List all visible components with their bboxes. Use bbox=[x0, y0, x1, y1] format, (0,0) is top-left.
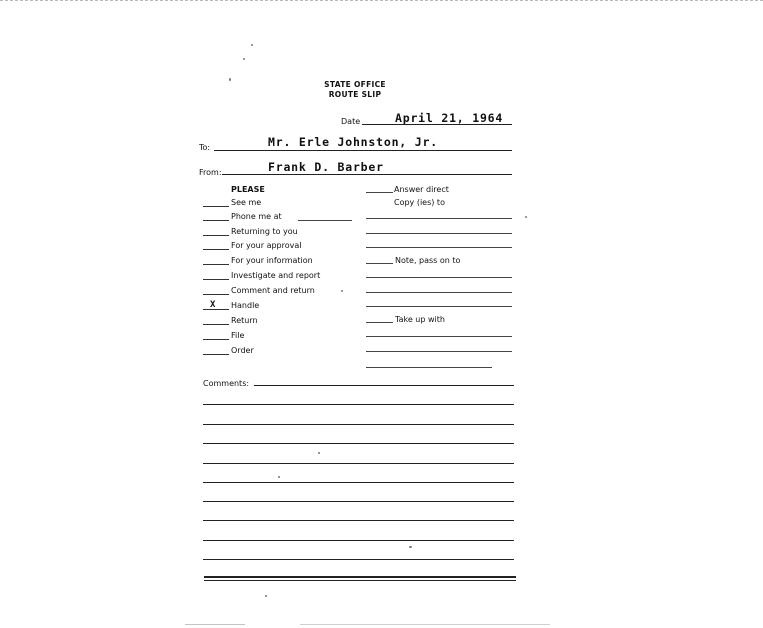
from-line bbox=[222, 174, 512, 175]
checklist-label: File bbox=[231, 331, 245, 340]
comment-line bbox=[203, 463, 514, 464]
checklist-label: Return bbox=[231, 316, 258, 325]
checklist-label: See me bbox=[231, 198, 262, 207]
check-blank bbox=[203, 279, 229, 280]
check-blank bbox=[203, 294, 229, 295]
answer-direct-blank bbox=[366, 192, 393, 193]
comment-line bbox=[203, 482, 514, 483]
take-up-line bbox=[366, 367, 492, 368]
date-value: April 21, 1964 bbox=[395, 111, 504, 125]
note-line bbox=[366, 292, 512, 293]
please-label: PLEASE bbox=[231, 185, 265, 194]
check-blank bbox=[203, 235, 229, 236]
check-blank bbox=[203, 264, 229, 265]
comment-line bbox=[203, 424, 514, 425]
comment-line bbox=[203, 520, 514, 521]
comment-line bbox=[203, 501, 514, 502]
comment-line bbox=[203, 443, 514, 444]
check-blank bbox=[203, 249, 229, 250]
checklist-label: Returning to you bbox=[231, 227, 298, 236]
comment-line bbox=[203, 404, 514, 405]
slip-bottom-rule bbox=[204, 576, 516, 578]
copy-line bbox=[366, 218, 512, 219]
from-label: From: bbox=[199, 168, 222, 177]
checklist-label: For your approval bbox=[231, 241, 302, 250]
comment-line bbox=[203, 540, 514, 541]
check-blank bbox=[203, 354, 229, 355]
copy-line bbox=[366, 233, 512, 234]
form-title-line2: ROUTE SLIP bbox=[328, 90, 382, 99]
comment-line bbox=[203, 559, 514, 560]
note-line bbox=[366, 277, 512, 278]
comments-label: Comments: bbox=[203, 379, 250, 388]
comment-line bbox=[254, 385, 514, 386]
answer-direct-label: Answer direct bbox=[394, 185, 449, 194]
check-blank bbox=[203, 220, 229, 221]
checklist-label: Handle bbox=[231, 301, 260, 310]
note-line bbox=[366, 306, 512, 307]
checklist-label: For your information bbox=[231, 256, 313, 265]
copy-line bbox=[366, 247, 512, 248]
checklist-label: Phone me at bbox=[231, 212, 282, 221]
check-blank bbox=[203, 309, 229, 310]
check-mark: X bbox=[210, 300, 216, 310]
check-blank bbox=[203, 339, 229, 340]
take-up-line bbox=[366, 336, 512, 337]
date-label: Date bbox=[341, 117, 361, 126]
phone-line bbox=[298, 220, 352, 221]
copy-to-label: Copy (ies) to bbox=[394, 198, 445, 207]
checklist-label: Order bbox=[231, 346, 254, 355]
to-value: Mr. Erle Johnston, Jr. bbox=[268, 135, 438, 149]
slip-bottom-rule bbox=[204, 580, 516, 581]
note-pass-label: Note, pass on to bbox=[395, 256, 461, 265]
to-label: To: bbox=[199, 143, 211, 152]
from-value: Frank D. Barber bbox=[268, 160, 384, 174]
note-pass-blank bbox=[366, 263, 393, 264]
take-up-line bbox=[366, 351, 512, 352]
checklist-label: Investigate and report bbox=[231, 271, 321, 280]
check-blank bbox=[203, 206, 229, 207]
checklist-label: Comment and return bbox=[231, 286, 315, 295]
take-up-label: Take up with bbox=[395, 315, 445, 324]
take-up-blank bbox=[366, 322, 393, 323]
form-title-line1: STATE OFFICE bbox=[324, 80, 386, 89]
to-line bbox=[214, 150, 512, 151]
check-blank bbox=[203, 324, 229, 325]
